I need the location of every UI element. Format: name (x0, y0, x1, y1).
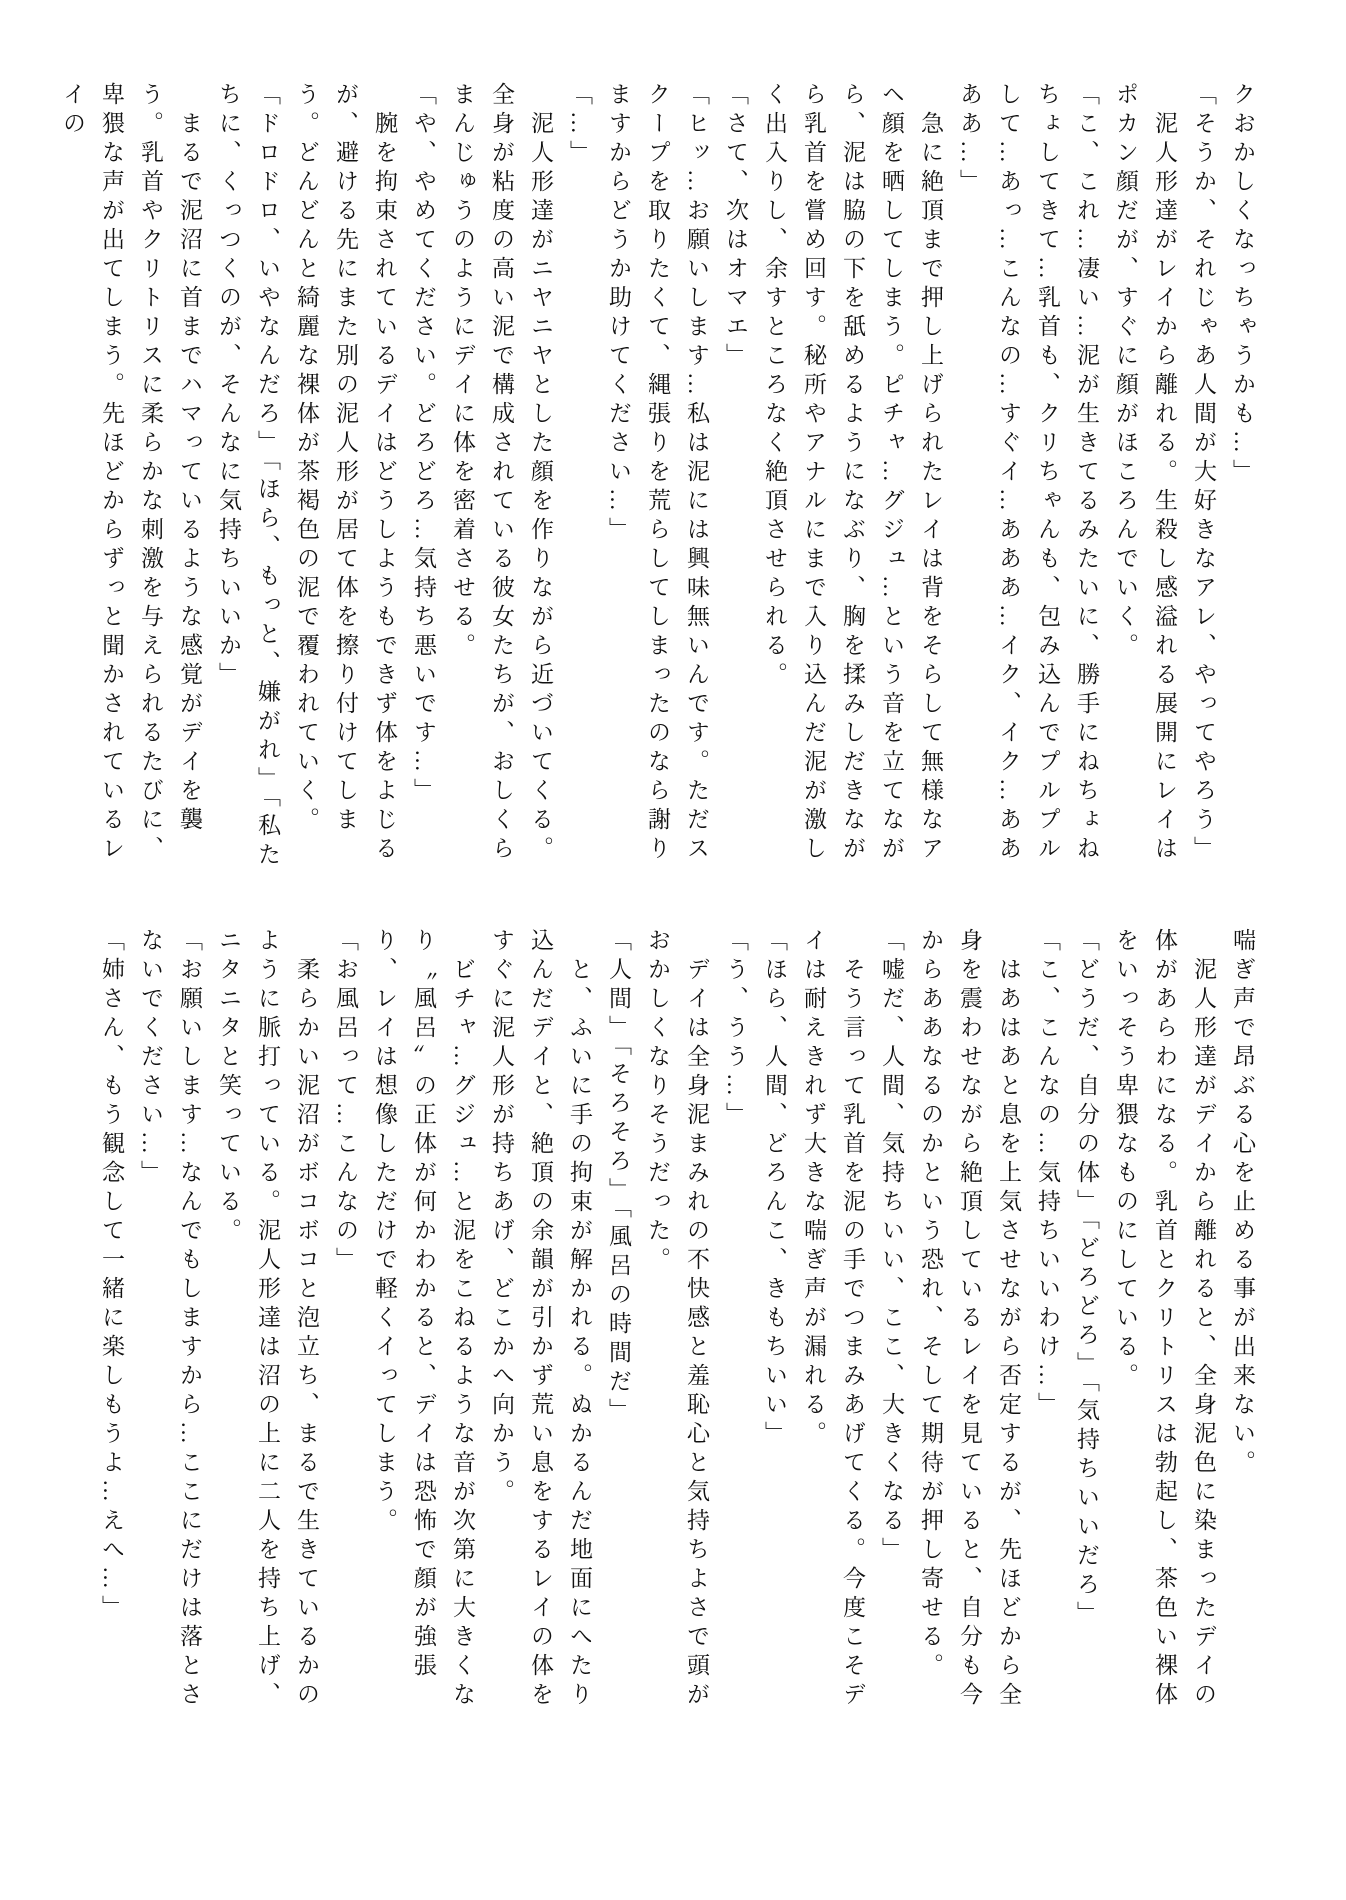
paragraph: 「や、やめてください。どろどろ…気持ち悪いです…」 (411, 82, 436, 807)
paragraph: まるで泥沼に首までハマっているような感覚がデイを襲う。乳首やクリトリスに柔らかな刺激を与えられるたびに、卑猥な声が出てしまう。先ほどからずっと聞かされているレイの (60, 82, 202, 865)
paragraph: 「お願いします…なんでもしますから…ここにだけは落とさないでください…」 (138, 928, 202, 1711)
paragraph: 喘ぎ声で昂ぶる心を止める事が出来ない。 (1230, 928, 1255, 1479)
top-text-block (53, 82, 1262, 872)
paragraph: 「…」 (567, 82, 592, 169)
bottom-text-block (92, 928, 1262, 1718)
paragraph: 柔らかい泥沼がボコボコと泡立ち、まるで生きているかのように脈打っている。泥人形達は沼の上に二人を持ち上げ、ニタニタと笑っている。 (216, 928, 319, 1711)
paragraph: 「そうか、それじゃあ人間が大好きなアレ、やってやろう」 (1191, 82, 1216, 865)
paragraph: 「う、うう…」 (723, 928, 748, 1131)
paragraph: 「こ、これ…凄い…泥が生きてるみたいに、勝手にねちょねちょしてきて…乳首も、クリちゃんも、包み込んでプルプルして…あっ…こんなの…すぐイ…あああ…イク、イク…ああああ…」 (957, 82, 1099, 865)
paragraph: 「ほら、人間、どろんこ、きもちいい」 (762, 928, 787, 1450)
paragraph: 「ヒッ…お願いします…私は泥には興味無いんです。ただスクープを取りたくて、縄張りを荒らしてしまったのなら謝りますからどうか助けてください…」 (606, 82, 709, 865)
paragraph: と、ふいに手の拘束が解かれる。ぬかるんだ地面にへたり込んだデイと、絶頂の余韻が引かず荒い息をするレイの体をすぐに泥人形が持ちあげ、どこかへ向かう。 (489, 928, 592, 1711)
paragraph: 「人間」「そろそろ」「風呂の時間だ」 (606, 928, 631, 1427)
paragraph: クおかしくなっちゃうかも…」 (1230, 82, 1255, 488)
paragraph: 腕を拘束されているデイはどうしようもできず体をよじるが、避ける先にまた別の泥人形が居て体を擦り付けてしまう。どんどんと綺麗な裸体が茶褐色の泥で覆われていく。 (294, 82, 397, 865)
paragraph: ビチャ…グジュ…と泥をこねるような音が次第に大きくなり〝風呂〟の正体が何かわかると、デイは恐怖で顔が強張り、レイは想像しただけで軽くイってしまう。 (372, 928, 475, 1711)
paragraph: そう言って乳首を泥の手でつまみあげてくる。今度こそデイは耐えきれず大きな喘ぎ声が漏れる。 (801, 928, 865, 1711)
paragraph: 急に絶頂まで押し上げられたレイは背をそらして無様なアヘ顔を晒してしまう。ピチャ…グジュ…という音を立てながら、泥は脇の下を舐めるようになぶり、胸を揉みしだきながら乳首を嘗め回す。秘所やアナルにまで入り込んだ泥が激しく出入りし、余すところなく絶頂させられる。 (762, 82, 943, 865)
paragraph: 泥人形達がレイから離れる。生殺し感溢れる展開にレイはポカン顔だが、すぐに顔がほころんでいく。 (1113, 82, 1177, 865)
paragraph: 泥人形達がニヤニヤとした顔を作りながら近づいてくる。全身が粘度の高い泥で構成されている彼女たちが、おしくらまんじゅうのようにデイに体を密着させる。 (450, 82, 553, 865)
paragraph: 「さて、次はオマエ」 (723, 82, 748, 372)
paragraph: 「お風呂って…こんなの」 (333, 928, 358, 1276)
paragraph: デイは全身泥まみれの不快感と羞恥心と気持ちよさで頭がおかしくなりそうだった。 (645, 928, 709, 1711)
paragraph: 「嘘だ、人間、気持ちいい、ここ、大きくなる」 (879, 928, 904, 1566)
paragraph: はあはあと息を上気させながら否定するが、先ほどから全身を震わせながら絶頂しているレイを見ていると、自分も今からああなるのかという恐れ、そして期待が押し寄せる。 (918, 928, 1021, 1711)
paragraph: 「こ、こんなの…気持ちいいわけ…」 (1035, 928, 1060, 1421)
paragraph: 泥人形達がデイから離れると、全身泥色に染まったデイの体があらわになる。乳首とクリトリスは勃起し、茶色い裸体をいっそう卑猥なものにしている。 (1113, 928, 1216, 1711)
paragraph: 「ドロドロ、いやなんだろ」「ほら、もっと、嫌がれ」「私たちに、くっつくのが、そんなに気持ちいいか」 (216, 82, 280, 871)
paragraph: 「どうだ、自分の体」「どろどろ」「気持ちいいだろ」 (1074, 928, 1099, 1630)
paragraph: 「姉さん、もう観念して一緒に楽しもうよ…えへ…」 (99, 928, 124, 1624)
